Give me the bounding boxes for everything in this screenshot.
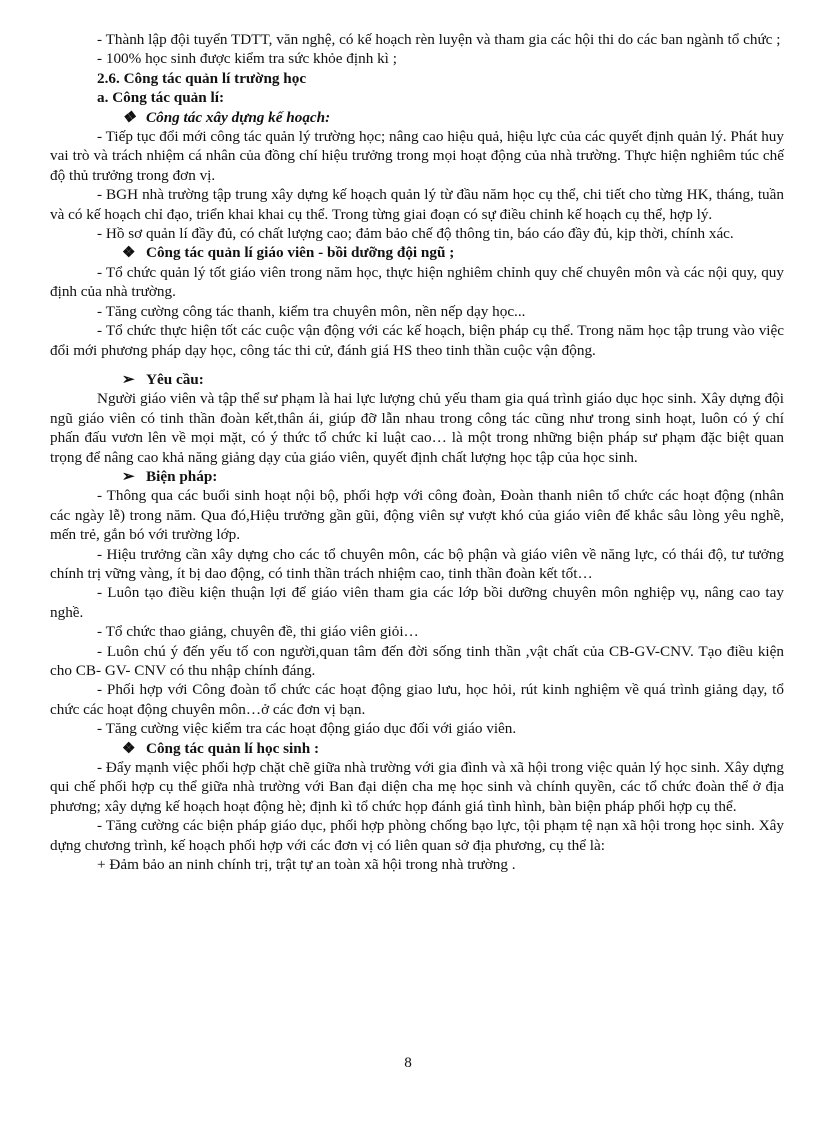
paragraph: - Tăng cường việc kiểm tra các hoạt động giáo dục đối với giáo viên.	[97, 720, 517, 738]
paragraph: - Tổ chức thao giảng, chuyên đề, thi giáo viên giỏi…	[97, 623, 419, 641]
diamond-bullet-icon: ❖	[122, 108, 136, 126]
paragraph: + Đảm bảo an ninh chính trị, trật tự an toàn xã hội trong nhà trường .	[97, 856, 516, 874]
paragraph: - BGH nhà trường tập trung xây dựng kế hoạch quản lý từ đầu năm học cụ thể, chi tiết cho từng HK, tháng, tuần và có kế hoạch chỉ đạo, triển khai khai cụ thể. Trong từng giai đoạn có sự điều chỉnh kế hoạch cụ thể, hợp lý.	[50, 186, 784, 223]
document-page	[50, 30, 784, 874]
arrow-bullet-icon: ➢	[122, 467, 135, 485]
paragraph: - Luôn tạo điều kiện thuận lợi để giáo viên tham gia các lớp bồi dưỡng chuyên môn nghiệp vụ, nâng cao tay nghề.	[50, 584, 784, 621]
page-number: 8	[404, 1054, 412, 1071]
paragraph: - 100% học sinh được kiểm tra sức khỏe định kì ;	[97, 50, 397, 68]
diamond-bullet-icon: ❖	[122, 739, 136, 757]
paragraph: - Thông qua các buổi sinh hoạt nội bộ, phối hợp với công đoàn, Đoàn thanh niên tổ chức các hoạt động (nhân các ngày lễ) trong năm. Qua đó,Hiệu trưởng gần gũi, động viên sự vượt khó của giáo viên để khắc sâu lòng yêu nghề, mến trẻ, gắn bó với trường lớp.	[50, 487, 784, 544]
bullet-heading-plan	[122, 108, 784, 127]
bullet-heading-students	[122, 739, 784, 758]
paragraph: - Tăng cường các biện pháp giáo dục, phối hợp phòng chống bạo lực, tội phạm tệ nạn xã hội trong học sinh. Xây dựng chương trình, kế hoạch phối hợp với các đơn vị có liên quan sở địa phương, cụ thể là:	[50, 817, 784, 854]
paragraph: - Tổ chức quản lý tốt giáo viên trong năm học, thực hiện nghiêm chỉnh quy chế chuyên môn và các nội quy, quy định của nhà trường.	[50, 263, 784, 301]
paragraph: - Thành lập đội tuyển TDTT, văn nghệ, có kế hoạch rèn luyện và tham gia các hội thi do các ban ngành tổ chức ;	[97, 31, 781, 48]
paragraph: Người giáo viên và tập thể sư phạm là hai lực lượng chủ yếu tham gia quá trình giáo dục học sinh. Xây dựng đội ngũ giáo viên có tinh thần đoàn kết,thân ái, giúp đỡ lẫn nhau trong công tác cũng như trong sinh hoạt, luôn có ý chí phấn đấu vươn lên về mọi mặt, có ý thức tổ chức kỉ luật cao… là một trong những biện pháp sư phạm đặc biệt quan trọng để nâng cao khả năng giảng dạy của giáo viên, quyết định chất lượng học tập của học sinh.	[50, 390, 784, 466]
paragraph: - Phối hợp với Công đoàn tổ chức các hoạt động giao lưu, học hỏi, rút kinh nghiệm về quá trình giảng dạy, tổ chức các hoạt động chuyên môn…ở các đơn vị bạn.	[50, 681, 784, 718]
subsection-heading-a: a. Công tác quản lí:	[97, 89, 225, 107]
bullet-heading-measures	[122, 467, 784, 486]
bullet-heading-teachers	[122, 243, 784, 262]
paragraph: - Đẩy mạnh việc phối hợp chặt chẽ giữa nhà trường với gia đình và xã hội trong việc quản lý học sinh. Xây dựng qui chế phối hợp cụ thể giữa nhà trường với Ban đại diện cha mẹ học sinh và chính quyền, các tổ chức đoàn thể ở địa phương; xây dựng kế hoạch hoạt động hè; định kì tổ chức họp đánh giá tình hình, bàn biện pháp phối hợp cụ thể.	[50, 759, 784, 815]
bullet-heading-text: Công tác quản lí giáo viên - bồi dưỡng đội ngũ ;	[146, 244, 455, 262]
paragraph: - Tăng cường công tác thanh, kiểm tra chuyên môn, nền nếp dạy học...	[97, 302, 526, 320]
paragraph: - Tiếp tục đổi mới công tác quản lý trường học; nâng cao hiệu quả, hiệu lực của các quyết định quản lý. Phát huy vai trò và trách nhiệm cá nhân của đồng chí hiệu trưởng trong mọi hoạt động của nhà trường. Thực hiện nghiêm túc chế độ thủ trưởng trong đơn vị.	[50, 128, 784, 184]
paragraph: - Hồ sơ quản lí đầy đủ, có chất lượng cao; đảm bảo chế độ thông tin, báo cáo đầy đủ, kịp thời, chính xác.	[97, 225, 734, 243]
paragraph: - Hiệu trưởng cần xây dựng cho các tổ chuyên môn, các bộ phận và giáo viên về năng lực, có thái độ, tư tưởng chính trị vững vàng, ít bị dao động, có tinh thần trách nhiệm cao, tinh thần đoàn kết tốt…	[50, 545, 784, 582]
bullet-heading-text: Yêu cầu:	[146, 370, 204, 388]
arrow-bullet-icon: ➢	[122, 370, 135, 388]
bullet-heading-text: Công tác quản lí học sinh :	[146, 739, 320, 757]
paragraph: - Tổ chức thực hiện tốt các cuộc vận động với các kế hoạch, biện pháp cụ thể. Trong năm học tập trung vào việc đổi mới phương pháp dạy học, công tác thi cử, đánh giá HS theo tinh thần cuộc vận động.	[50, 322, 784, 359]
bullet-heading-text: Công tác xây dựng kế hoạch:	[146, 108, 331, 126]
bullet-heading-text: Biện pháp:	[146, 467, 218, 485]
paragraph: - Luôn chú ý đến yếu tố con người,quan tâm đến đời sống tinh thần ,vật chất của CB-GV-CNV. Tạo điều kiện cho CB- GV- CNV có thu nhập chính đáng.	[50, 642, 784, 679]
diamond-bullet-icon: ❖	[122, 244, 136, 262]
section-heading-2-6: 2.6. Công tác quản lí trường học	[97, 69, 307, 87]
bullet-heading-requirements	[122, 370, 784, 389]
